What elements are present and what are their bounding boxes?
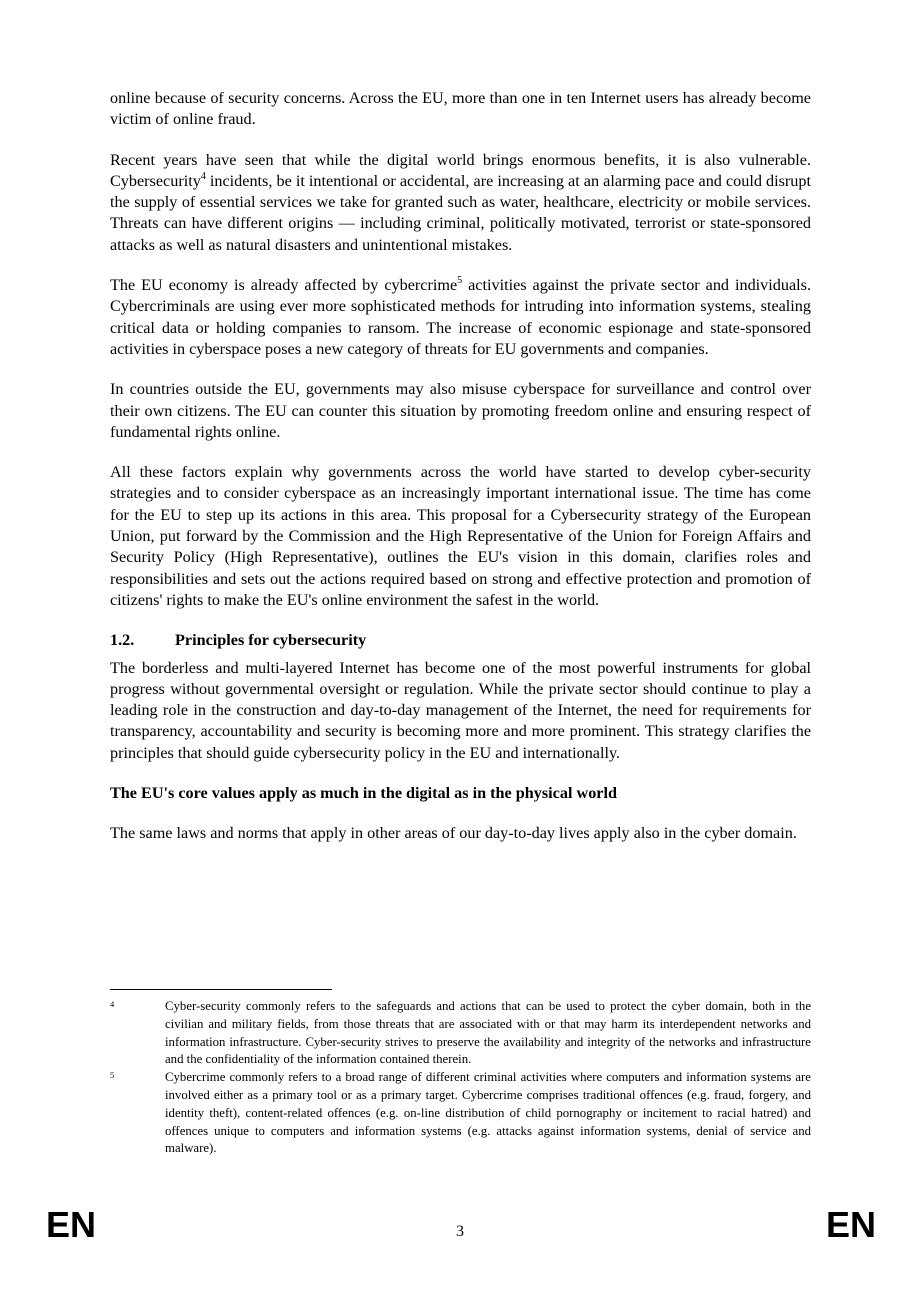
paragraph-text: activities against the private sector and individuals. Cybercriminals are using ever more sophisticated methods for intruding into information systems, stealing critical data or holding companies to ransom. The increase of economic espionage and state-sponsored activities in cyberspace poses a new category of threats for EU governments and companies.: [110, 276, 811, 358]
body-text: [110, 88, 811, 864]
subheading: The EU's core values apply as much in the digital as in the physical world: [110, 784, 617, 803]
paragraph: All these factors explain why governments across the world have started to develop cyber-security strategies and to consider cyberspace as an increasingly important international issue. The time has come for the EU to step up its actions in this area. This proposal for a Cybersecurity strategy of the European Union, put forward by the Commission and the High Representative of the Union for Foreign Affairs and Security Policy (High Representative), outlines the EU's vision in this domain, clarifies roles and responsibilities and sets out the actions required based on strong and effective protection and promotion of citizens' rights to make the EU's online environment the safest in the world.: [110, 463, 811, 609]
footnote-separator: [110, 989, 332, 990]
paragraph: [110, 275, 811, 360]
paragraph: online because of security concerns. Across the EU, more than one in ten Internet users has already become victim of online fraud.: [110, 89, 811, 129]
footnote-reference[interactable]: 5: [457, 274, 463, 286]
footnote-reference[interactable]: 4: [200, 170, 206, 182]
section-number: 1.2.: [110, 631, 135, 650]
section-heading: [110, 630, 811, 651]
paragraph-text: incidents, be it intentional or accidental, are increasing at an alarming pace and could disrupt the supply of essential services we take for granted such as water, healthcare, electricity or mobile services. Threats can have different origins — including criminal, politically motivated, terrorist or state-sponsored attacks as well as natural disasters and unintentional mistakes.: [110, 171, 811, 254]
section-title: Principles for cybersecurity: [175, 631, 367, 650]
paragraph-text: The EU economy is already affected by cybercrime: [110, 276, 458, 295]
footnotes: [110, 998, 811, 1158]
language-mark-right: EN: [826, 1204, 877, 1245]
page-number: 3: [456, 1223, 464, 1240]
footnote-number: 4: [110, 999, 115, 1009]
paragraph: The borderless and multi-layered Internet has become one of the most powerful instruments for global progress without governmental oversight or regulation. While the private sector should continue to play a leading role in the construction and day-to-day management of the Internet, the need for requirements for transparency, accountability and security is becoming more and more prominent. This strategy clarifies the principles that should guide cybersecurity policy in the EU and internationally.: [110, 658, 811, 762]
footnote-item: [110, 998, 811, 1069]
language-mark-left: EN: [46, 1204, 97, 1245]
paragraph-text: Recent years have seen that while the digital world brings enormous benefits, it is also vulnerable. Cybersecurity: [110, 150, 811, 190]
footnote-item: [110, 1069, 811, 1158]
footnote-number: 5: [110, 1070, 115, 1081]
footnote-text: Cybercrime commonly refers to a broad range of different criminal activities where computers and information systems are involved either as a primary tool or as a primary target. Cybercrime comprises traditional offences (e.g. fraud, forgery, and identity theft), content-related offences (e.g. on-line distribution of child pornography or incitement to racial hatred) and offences unique to computers and information systems (e.g. attacks against information systems, denial of service and malware).: [165, 1070, 811, 1156]
paragraph: The same laws and norms that apply in other areas of our day-to-day lives apply also in the cyber domain.: [110, 824, 797, 843]
paragraph: [110, 150, 811, 256]
footnote-text: Cyber-security commonly refers to the safeguards and actions that can be used to protect the cyber domain, both in the civilian and military fields, from those threats that are associated with or that may harm its interdependent networks and information infrastructure. Cyber-security strives to preserve the availability and integrity of the networks and infrastructure and the confidentiality of the information contained therein.: [165, 999, 811, 1067]
paragraph: In countries outside the EU, governments may also misuse cyberspace for surveillance and control over their own citizens. The EU can counter this situation by promoting freedom online and ensuring respect of fundamental rights online.: [110, 380, 811, 441]
